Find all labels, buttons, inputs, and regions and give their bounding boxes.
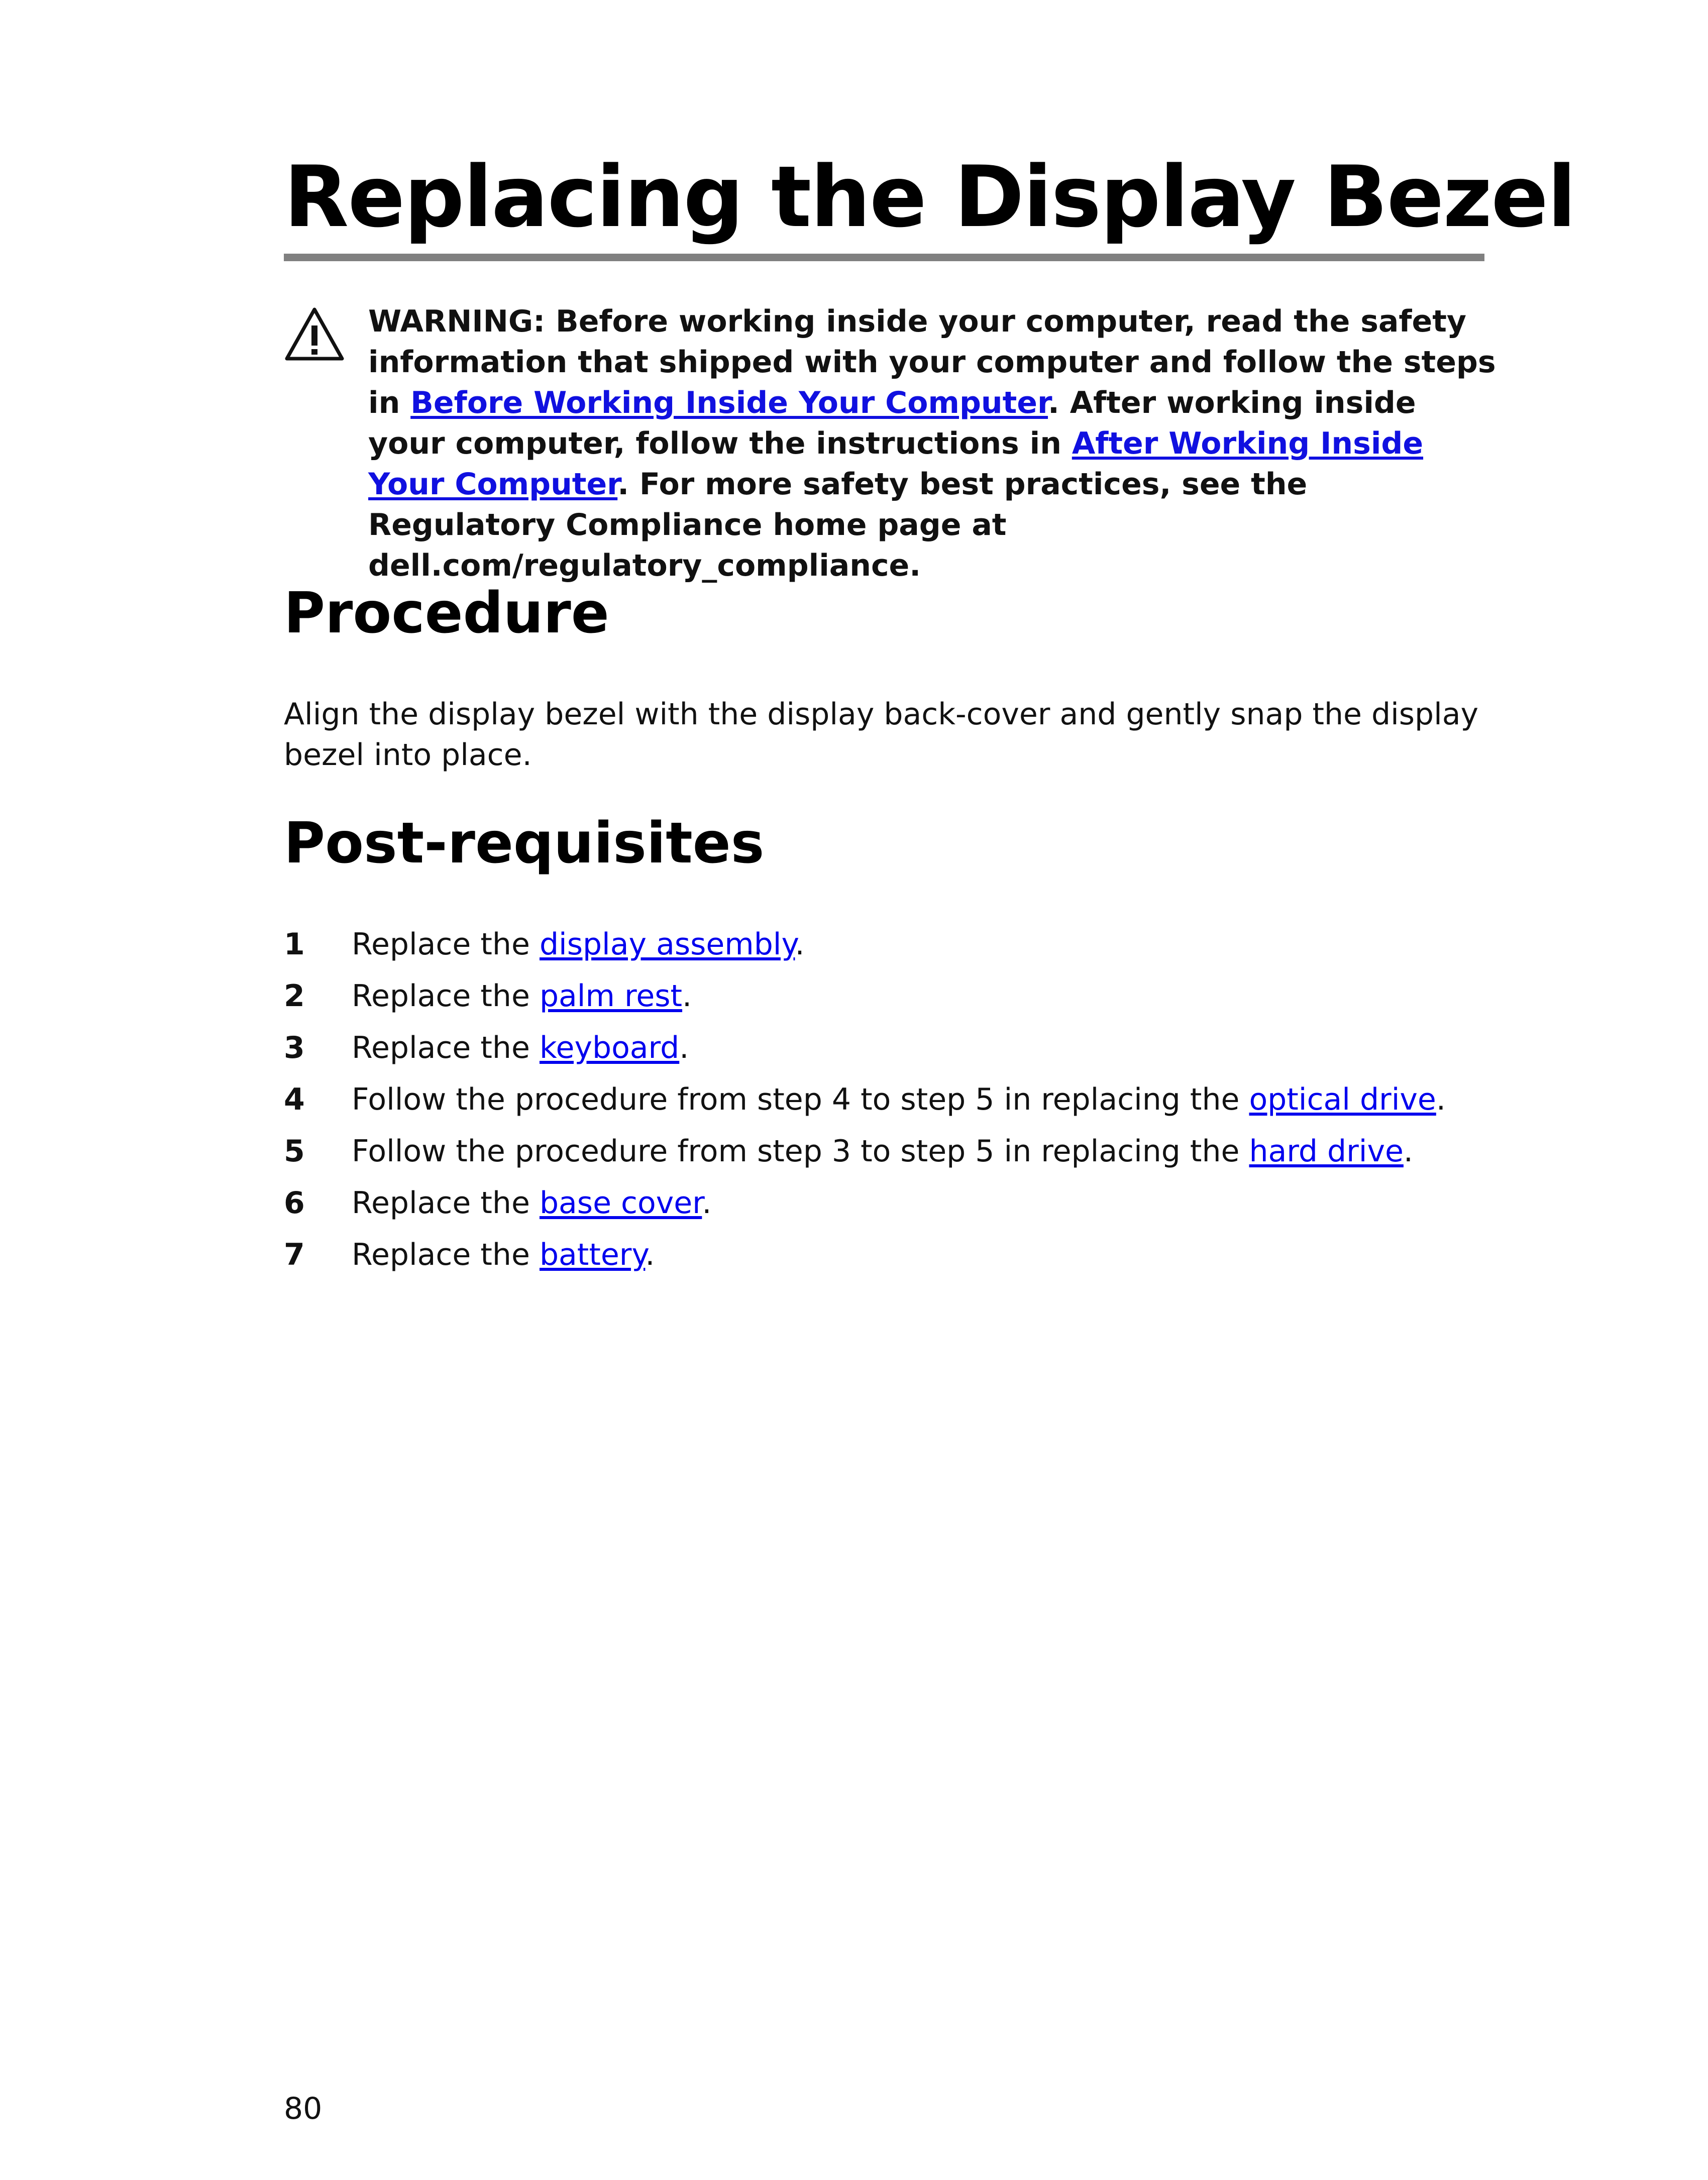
display-assembly-link[interactable]: display assembly	[539, 927, 795, 962]
step-text	[352, 1028, 689, 1068]
step-item	[284, 1131, 1489, 1183]
step-text-before: Follow the procedure from step 4 to step 5 in replacing the	[352, 1082, 1249, 1117]
step-number: 7	[284, 1237, 305, 1272]
step-number: 6	[284, 1185, 305, 1221]
step-text	[352, 1079, 1446, 1120]
step-text-after: .	[1436, 1082, 1446, 1117]
step-number: 2	[284, 978, 305, 1014]
title-rule	[284, 254, 1484, 261]
step-text	[352, 924, 805, 965]
procedure-text: Align the display bezel with the display back-cover and gently snap the display bezel into place.	[284, 697, 1479, 773]
after-working-inside-link[interactable]: After Working Inside Your Computer	[368, 426, 1424, 502]
page-number: 80	[284, 2091, 323, 2126]
palm-rest-link[interactable]: palm rest	[539, 978, 683, 1014]
optical-drive-link[interactable]: optical drive	[1249, 1082, 1436, 1117]
step-number: 1	[284, 927, 305, 962]
step-text	[352, 1183, 711, 1224]
step-text-before: Replace the	[352, 1185, 540, 1221]
step-item	[284, 924, 1489, 976]
step-text-after: .	[645, 1237, 655, 1272]
step-item	[284, 1028, 1489, 1079]
warning-text-part-3: . For more safety best practices, see the Regulatory Compliance home page at dell.com/regulatory_compliance.	[368, 467, 1308, 583]
step-text-before: Replace the	[352, 978, 540, 1014]
step-text-after: .	[702, 1185, 712, 1221]
battery-link[interactable]: battery	[539, 1237, 646, 1272]
warning-text	[368, 301, 1499, 586]
step-item	[284, 1079, 1489, 1131]
warning-triangle-icon	[284, 306, 345, 362]
step-text-after: .	[1403, 1134, 1413, 1169]
hard-drive-link[interactable]: hard drive	[1249, 1134, 1404, 1169]
post-requisites-heading: Post-requisites	[284, 811, 765, 876]
base-cover-link[interactable]: base cover	[539, 1185, 702, 1221]
post-requisites-list	[284, 924, 1489, 1286]
step-text-before: Follow the procedure from step 3 to step 5 in replacing the	[352, 1134, 1249, 1169]
step-item	[284, 976, 1489, 1028]
step-item	[284, 1183, 1489, 1235]
step-number: 5	[284, 1134, 305, 1169]
step-text	[352, 976, 692, 1017]
before-working-inside-link[interactable]: Before Working Inside Your Computer	[410, 385, 1048, 420]
warning-text-part-2: . After working inside your computer, follow the instructions in	[368, 385, 1416, 461]
step-item	[284, 1235, 1489, 1286]
keyboard-link[interactable]: keyboard	[539, 1030, 680, 1065]
step-text-after: .	[679, 1030, 689, 1065]
warning-text-part-1: WARNING: Before working inside your computer, read the safety information that shipped with your computer and follow the steps in	[368, 304, 1496, 420]
step-text-before: Replace the	[352, 1030, 540, 1065]
step-text	[352, 1235, 655, 1275]
step-text	[352, 1131, 1413, 1172]
step-text-before: Replace the	[352, 927, 540, 962]
step-number: 3	[284, 1030, 305, 1065]
procedure-heading: Procedure	[284, 581, 609, 646]
step-text-after: .	[682, 978, 692, 1014]
step-text-before: Replace the	[352, 1237, 540, 1272]
step-text-after: .	[795, 927, 805, 962]
step-number: 4	[284, 1082, 305, 1117]
page-title: Replacing the Display Bezel	[284, 148, 1575, 246]
